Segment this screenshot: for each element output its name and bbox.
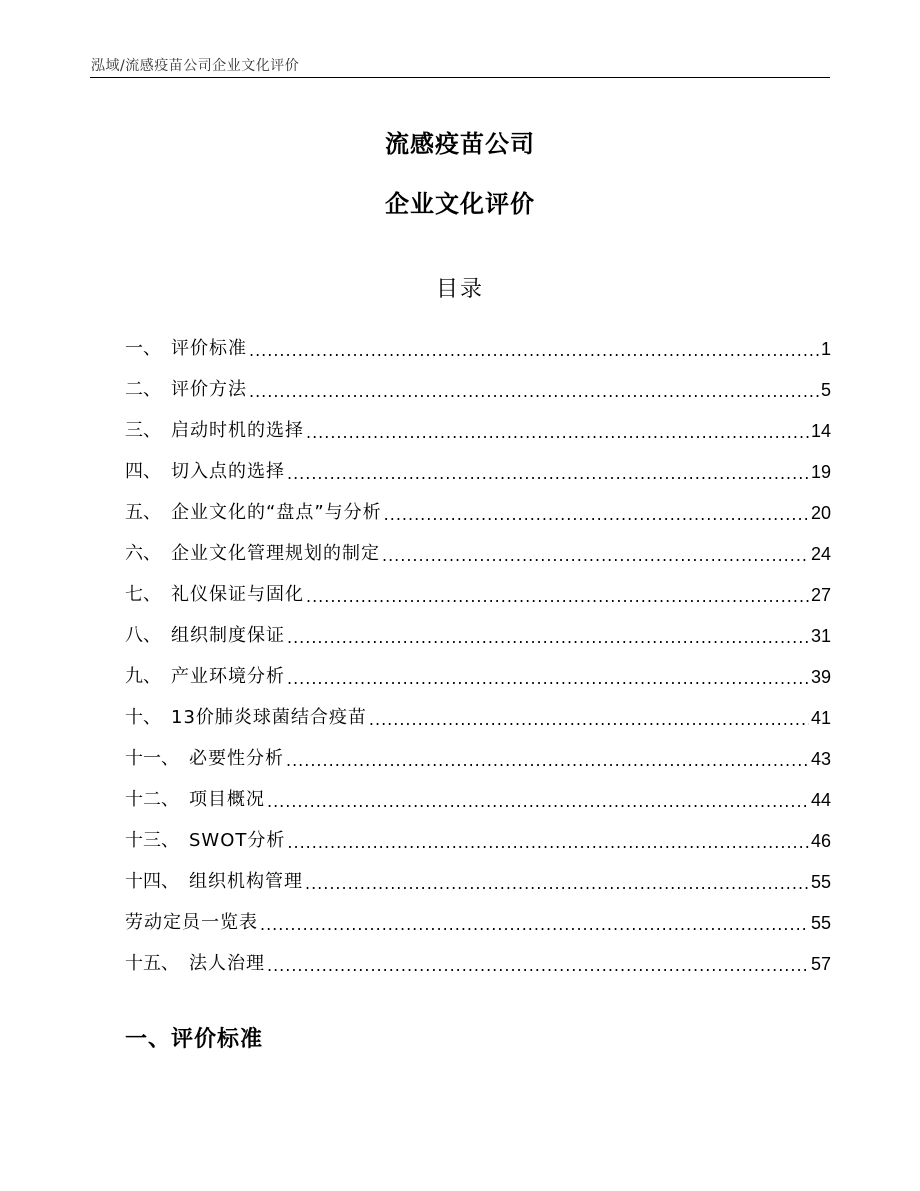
toc-leader-dots [260,913,809,937]
toc-leader-dots [287,667,809,691]
toc-entry-page: 14 [810,421,831,441]
toc-entry[interactable] [125,568,831,609]
toc-entry-page: 55 [810,872,831,892]
toc-entry-number: 十一、 [125,748,179,769]
toc-leader-dots [306,421,809,445]
toc-entry-number: 二、 [125,379,161,400]
toc-entry-page: 46 [810,831,831,851]
toc-entry[interactable] [125,445,831,486]
toc-leader-dots [249,380,819,404]
toc-entry-label: SWOT分析 [189,830,286,851]
toc-entry[interactable] [125,896,831,937]
toc-entry-page: 39 [810,667,831,687]
toc-leader-dots [305,872,809,896]
toc-entry-number: 三、 [125,420,161,441]
toc-entry-page: 24 [810,544,831,564]
toc-entry-label: 评价方法 [171,379,247,400]
toc-leader-dots [249,339,819,363]
toc-entry[interactable] [125,609,831,650]
toc-entry-label: 启动时机的选择 [171,420,304,441]
toc-entry-page: 19 [810,462,831,482]
toc-entry-label: 项目概况 [189,789,265,810]
toc-entry-number: 四、 [125,461,161,482]
toc-leader-dots [267,790,809,814]
toc-entry-page: 20 [810,503,831,523]
toc-entry-label: 企业文化管理规划的制定 [171,543,380,564]
toc-leader-dots [286,749,809,773]
toc-entry-number: 十三、 [125,830,179,851]
toc-leader-dots [369,708,809,732]
page-header: 泓域/流感疫苗公司企业文化评价 [91,58,300,74]
toc-heading: 目录 [435,277,484,302]
toc-entry[interactable] [125,937,831,978]
toc-leader-dots [287,462,809,486]
toc-entry[interactable] [125,732,831,773]
toc-entry-label: 产业环境分析 [171,666,285,687]
toc-entry[interactable] [125,691,831,732]
toc-entry-page: 57 [810,954,831,974]
toc-entry-label: 13价肺炎球菌结合疫苗 [171,707,367,728]
header-divider [90,77,830,78]
toc-entry-number: 九、 [125,666,161,687]
toc-entry-label: 法人治理 [189,953,265,974]
toc-entry-page: 55 [810,913,831,933]
toc-entry-number: 八、 [125,625,161,646]
toc-entry-number: 五、 [125,502,161,523]
toc-entry-number: 一、 [125,338,161,359]
document-subtitle: 企业文化评价 [385,190,535,218]
toc-entry[interactable] [125,322,831,363]
toc-leader-dots [382,544,809,568]
toc-entry[interactable] [125,486,831,527]
toc-entry-page: 41 [810,708,831,728]
toc-leader-dots [384,503,809,527]
toc-leader-dots [287,626,809,650]
toc-entry-number: 六、 [125,543,161,564]
toc-entry-label: 切入点的选择 [171,461,285,482]
toc-entry-page: 27 [810,585,831,605]
toc-entry-number: 十五、 [125,953,179,974]
toc-entry-number: 七、 [125,584,161,605]
toc-entry[interactable] [125,855,831,896]
toc-leader-dots [306,585,809,609]
toc-entry[interactable] [125,363,831,404]
toc-entry-label: 劳动定员一览表 [125,912,258,933]
toc-entry-page: 5 [820,380,831,400]
toc-entry[interactable] [125,650,831,691]
toc-entry-label: 评价标准 [171,338,247,359]
toc-leader-dots [267,954,809,978]
toc-entry[interactable] [125,404,831,445]
section-heading: 一、评价标准 [125,1027,264,1052]
toc-entry-number: 十二、 [125,789,179,810]
toc-entry-label: 组织制度保证 [171,625,285,646]
toc-leader-dots [287,831,809,855]
toc-entry-page: 43 [810,749,831,769]
toc-entry-page: 1 [820,339,831,359]
table-of-contents [125,322,831,978]
toc-entry[interactable] [125,527,831,568]
toc-entry[interactable] [125,814,831,855]
document-title: 流感疫苗公司 [385,130,535,158]
toc-entry-label: 组织机构管理 [189,871,303,892]
toc-entry-label: 礼仪保证与固化 [171,584,304,605]
toc-entry[interactable] [125,773,831,814]
toc-entry-page: 44 [810,790,831,810]
toc-entry-page: 31 [810,626,831,646]
toc-entry-label: 必要性分析 [189,748,284,769]
toc-entry-number: 十四、 [125,871,179,892]
toc-entry-label: 企业文化的“盘点”与分析 [171,502,382,523]
toc-entry-number: 十、 [125,707,161,728]
